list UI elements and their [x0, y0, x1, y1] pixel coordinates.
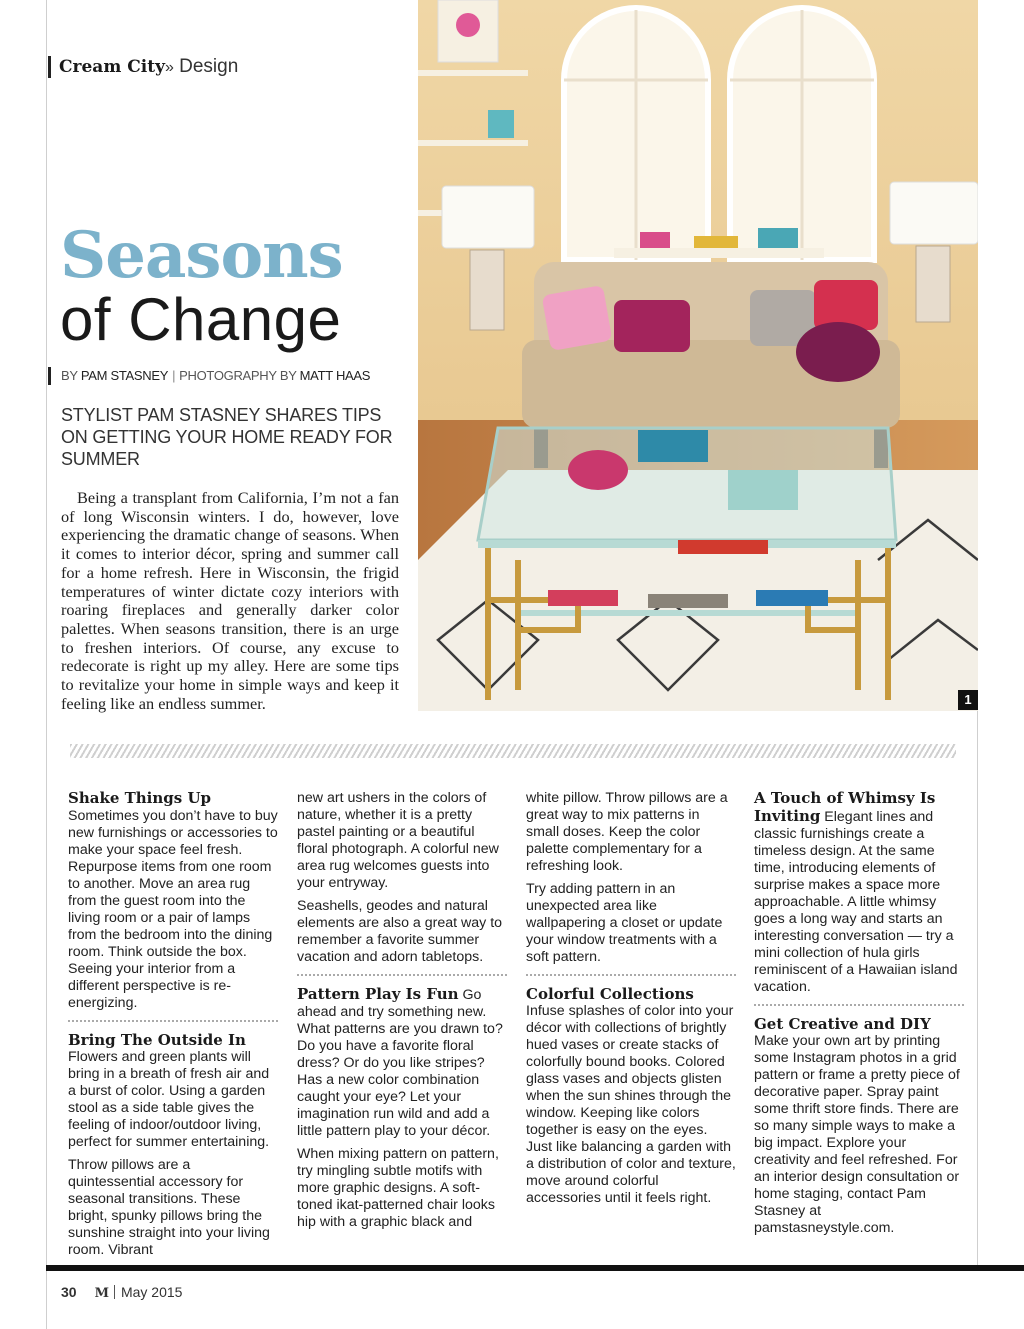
body-seashells: Seashells, geodes and natural elements are also a great way to remember a favorite summer vacation and adorn tabletops.: [297, 898, 503, 965]
body-shake-things-up: Sometimes you don’t have to buy new furnishings or accessories to make your space feel fresh. Repurpose items from one room to another. Move an area rug from the guest room into the living room or a pair of lamps from the bedroom into the dining room. Think outside the box. Seeing your interior from a different perspective is re-energizing.: [68, 808, 278, 1011]
body-colorful-collections: Infuse splashes of color into your décor with collections of brightly hued vases or create stacks of colorfully bound books. Colored glass vases and objects glisten when the sun shines through the window. Keeping like colors together is easy on the eyes. Just like balancing a garden with a distribution of color and texture, move around colorful accessories until it feels right.: [526, 1003, 736, 1206]
body-throw-pillows: Throw pillows are a quintessential accessory for seasonal transitions. These bright, spunky pillows bring the sunshine straight into your living room. Vibrant: [68, 1157, 270, 1258]
section-touch-of-whimsy: [754, 790, 964, 996]
arched-window-right: [730, 8, 874, 260]
body-pattern-play: Go ahead and try something new. What patterns are you drawn to? Do you have a favorite floral dress? Or do you like stripes? Has a new color combination caught your eye? Let your imagination run wild and add a little pattern play to your décor.: [297, 987, 503, 1139]
byline-by: BY: [61, 368, 78, 383]
subhead-get-creative: Get Creative and DIY: [754, 1015, 931, 1033]
body-unexpected-area: Try adding pattern in an unexpected area like wallpapering a closet or update your window treatments with a soft pattern.: [526, 881, 723, 965]
article-title-line2: of Change: [60, 286, 342, 353]
body-bring-outside-in: Flowers and green plants will bring in a breath of fresh air and a burst of color. Using a garden stool as a side table gives the feeling of indoor/outdoor living, perfect for summer entertaining.: [68, 1049, 270, 1150]
byline-author: PAM STASNEY: [80, 368, 169, 383]
subhead-colorful-collections: Colorful Collections: [526, 985, 694, 1003]
photo-number-badge: 1: [958, 690, 978, 710]
byline-photo-prefix: PHOTOGRAPHY BY: [179, 368, 297, 383]
page-rule-left: [46, 0, 47, 1329]
decorative-hatch-rule: [70, 744, 956, 758]
subhead-touch-of-whimsy: A Touch of Whimsy Is Inviting: [754, 789, 936, 825]
section-brand: Cream City: [59, 57, 165, 77]
column-3: [526, 790, 736, 1213]
dotted-divider: [297, 974, 507, 976]
byline: [48, 367, 370, 385]
dotted-divider: [68, 1020, 278, 1022]
article-intro: Being a transplant from California, I’m not a fan of long Wisconsin winters. I do, however, love experiencing the dramatic change of seasons. When it comes to interior décor, spring and summer call for a home refresh. Here in Wisconsin, the frigid temperatures of winter dictate cozy interiors with roaring fireplaces and generally darker color palettes. When seasons transition, there is an urge to freshen interiors. Of course, any excuse to redecorate is right up my alley. Here are some tips to revitalize your home in simple ways and keep it feeling like an endless summer.: [61, 488, 399, 713]
page-number: 30: [61, 1284, 77, 1300]
footer-rule: [46, 1265, 1024, 1271]
arched-window-left: [564, 8, 708, 260]
section-get-creative: [754, 1016, 964, 1237]
living-room-photo: [418, 0, 978, 711]
article-deck: STYLIST PAM STASNEY SHARES TIPS ON GETTING YOUR HOME READY FOR SUMMER: [61, 405, 393, 469]
section-separator: »: [164, 59, 174, 76]
magazine-logo: M: [94, 1286, 109, 1301]
section-pattern-play: [297, 986, 507, 1140]
body-mixing-pattern: When mixing pattern on pattern, try mingling subtle motifs with more graphic designs. A soft-toned ikat-patterned chair looks hip with a graphic black and: [297, 1146, 499, 1230]
dotted-divider: [526, 974, 736, 976]
subhead-pattern-play: Pattern Play Is Fun: [297, 985, 459, 1003]
column-2: [297, 790, 507, 1237]
body-touch-of-whimsy: Elegant lines and classic furnishings create a timeless design. At the same time, introducing elements of surprise makes a space more approachable. A little whimsy goes a long way and starts an interesting conversation — try a mini collection of hula girls reminiscent of a Hawaiian island vacation.: [754, 809, 958, 995]
section-header: [48, 56, 238, 78]
body-white-pillow: white pillow. Throw pillows are a great way to mix patterns in small doses. Keep the color palette complementary for a refreshing look.: [526, 790, 728, 874]
subhead-shake-things-up: Shake Things Up: [68, 789, 212, 807]
body-new-art: new art ushers in the colors of nature, whether it is a pretty pastel painting or a beautiful floral photograph. A colorful new area rug welcomes guests into your entryway.: [297, 790, 499, 891]
dotted-divider: [754, 1004, 964, 1006]
section-colorful-collections: [526, 986, 736, 1207]
section-topic: Design: [179, 56, 239, 77]
body-get-creative: Make your own art by printing some Instagram photos in a grid pattern or frame a pretty piece of decorative paper. Spray paint some thrift store finds. There are so many simple ways to make a big impact. Explore your creativity and feel refreshed. For an interior design consultation or home staging, contact Pam Stasney at pamstasneystyle.com.: [754, 1033, 960, 1236]
section-bring-outside-in: [68, 1032, 278, 1151]
column-1: [68, 790, 278, 1265]
folio-divider: [114, 1285, 115, 1299]
byline-photographer: MATT HAAS: [299, 368, 371, 383]
article-title-line1: Seasons: [60, 218, 343, 293]
section-shake-things-up: [68, 790, 278, 1012]
issue-date: May 2015: [120, 1284, 183, 1300]
byline-divider: |: [172, 368, 176, 383]
column-4: [754, 790, 964, 1243]
page-folio: [61, 1283, 182, 1303]
subhead-bring-outside-in: Bring The Outside In: [68, 1031, 246, 1049]
